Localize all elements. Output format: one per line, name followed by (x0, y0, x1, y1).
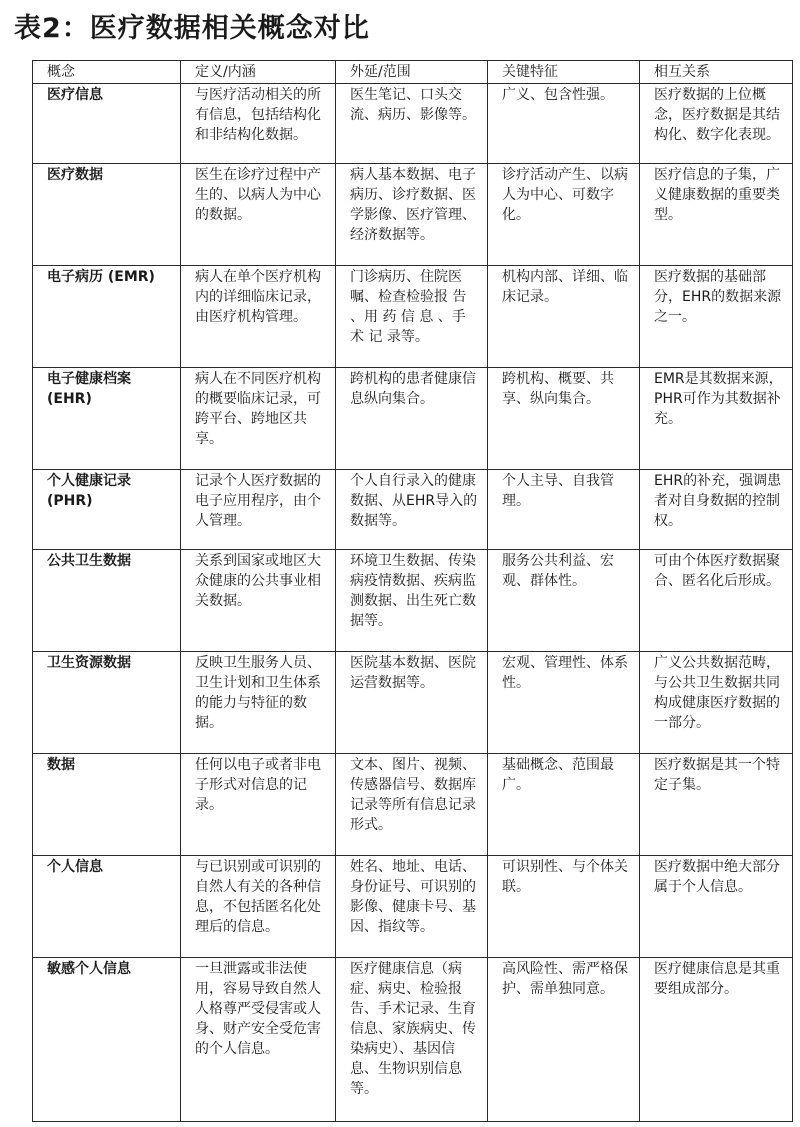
concept-cell: 电子健康档案 (EHR) (33, 368, 181, 470)
features-cell: 高风险性、需严格保护、需单独同意。 (488, 958, 640, 1122)
relation-cell: 医疗数据的上位概念，医疗数据是其结构化、数字化表现。 (640, 84, 793, 164)
table-row (33, 856, 793, 958)
concept-cell: 个人健康记录 (PHR) (33, 470, 181, 550)
definition-cell: 病人在单个医疗机构内的详细临床记录，由医疗机构管理。 (181, 266, 336, 368)
table-row (33, 470, 793, 550)
concept-cell: 医疗数据 (33, 164, 181, 266)
table-row (33, 84, 793, 164)
scope-cell: 跨机构的患者健康信息纵向集合。 (336, 368, 488, 470)
relation-cell: 医疗数据中绝大部分属于个人信息。 (640, 856, 793, 958)
table-header-row (33, 61, 793, 84)
table-row (33, 958, 793, 1122)
scope-cell: 医院基本数据、医院运营数据等。 (336, 652, 488, 754)
features-cell: 个人主导、自我管理。 (488, 470, 640, 550)
scope-cell: 个人自行录入的健康数据、从EHR导入的数据等。 (336, 470, 488, 550)
definition-cell: 病人在不同医疗机构的概要临床记录，可跨平台、跨地区共享。 (181, 368, 336, 470)
scope-cell: 医疗健康信息（病症、病史、检验报告、手术记录、生育信息、家族病史、传染病史）、基因信息、生物识别信息等。 (336, 958, 488, 1122)
relation-cell: 广义公共数据范畴，与公共卫生数据共同构成健康医疗数据的一部分。 (640, 652, 793, 754)
definition-cell: 与已识别或可识别的自然人有关的各种信息，不包括匿名化处理后的信息。 (181, 856, 336, 958)
table-row (33, 652, 793, 754)
concept-cell: 卫生资源数据 (33, 652, 181, 754)
header-features: 关键特征 (488, 61, 640, 84)
concept-cell: 电子病历 (EMR) (33, 266, 181, 368)
features-cell: 诊疗活动产生、以病人为中心、可数字化。 (488, 164, 640, 266)
table-row (33, 754, 793, 856)
relation-cell: 医疗数据的基础部分，EHR的数据来源之一。 (640, 266, 793, 368)
table-row (33, 550, 793, 652)
scope-cell: 环境卫生数据、传染病疫情数据、疾病监测数据、出生死亡数据等。 (336, 550, 488, 652)
definition-cell: 任何以电子或者非电子形式对信息的记录。 (181, 754, 336, 856)
scope-cell: 姓名、地址、电话、身份证号、可识别的影像、健康卡号、基因、指纹等。 (336, 856, 488, 958)
features-cell: 机构内部、详细、临床记录。 (488, 266, 640, 368)
definition-cell: 关系到国家或地区大众健康的公共事业相关数据。 (181, 550, 336, 652)
concept-cell: 数据 (33, 754, 181, 856)
features-cell: 可识别性、与个体关联。 (488, 856, 640, 958)
features-cell: 基础概念、范围最广。 (488, 754, 640, 856)
relation-cell: 可由个体医疗数据聚合、匿名化后形成。 (640, 550, 793, 652)
relation-cell: 医疗数据是其一个特定子集。 (640, 754, 793, 856)
header-definition: 定义/内涵 (181, 61, 336, 84)
definition-cell: 记录个人医疗数据的电子应用程序，由个人管理。 (181, 470, 336, 550)
table-row (33, 164, 793, 266)
concept-comparison-table (32, 60, 793, 1122)
table-row (33, 266, 793, 368)
definition-cell: 与医疗活动相关的所有信息，包括结构化和非结构化数据。 (181, 84, 336, 164)
features-cell: 宏观、管理性、体系性。 (488, 652, 640, 754)
table-row (33, 368, 793, 470)
definition-cell: 一旦泄露或非法使用，容易导致自然人人格尊严受侵害或人身、财产安全受危害的个人信息。 (181, 958, 336, 1122)
concept-cell: 公共卫生数据 (33, 550, 181, 652)
header-scope: 外延/范围 (336, 61, 488, 84)
scope-cell: 门诊病历、住院医嘱、检查检验报 告 、用 药 信 息 、手 术 记 录等。 (336, 266, 488, 368)
definition-cell: 反映卫生服务人员、卫生计划和卫生体系的能力与特征的数据。 (181, 652, 336, 754)
relation-cell: 医疗信息的子集，广义健康数据的重要类型。 (640, 164, 793, 266)
relation-cell: EHR的补充，强调患者对自身数据的控制权。 (640, 470, 793, 550)
relation-cell: 医疗健康信息是其重要组成部分。 (640, 958, 793, 1122)
relation-cell: EMR是其数据来源，PHR可作为其数据补充。 (640, 368, 793, 470)
features-cell: 跨机构、概要、共享、纵向集合。 (488, 368, 640, 470)
concept-cell: 个人信息 (33, 856, 181, 958)
concept-cell: 医疗信息 (33, 84, 181, 164)
document-title: 表2：医疗数据相关概念对比 (14, 13, 370, 44)
header-relation: 相互关系 (640, 61, 793, 84)
scope-cell: 医生笔记、口头交流、病历、影像等。 (336, 84, 488, 164)
concept-cell: 敏感个人信息 (33, 958, 181, 1122)
features-cell: 服务公共利益、宏观、群体性。 (488, 550, 640, 652)
features-cell: 广义、包含性强。 (488, 84, 640, 164)
header-concept: 概念 (33, 61, 181, 84)
scope-cell: 文本、图片、视频、传感器信号、数据库记录等所有信息记录形式。 (336, 754, 488, 856)
scope-cell: 病人基本数据、电子病历、诊疗数据、医学影像、医疗管理、经济数据等。 (336, 164, 488, 266)
definition-cell: 医生在诊疗过程中产生的、以病人为中心的数据。 (181, 164, 336, 266)
